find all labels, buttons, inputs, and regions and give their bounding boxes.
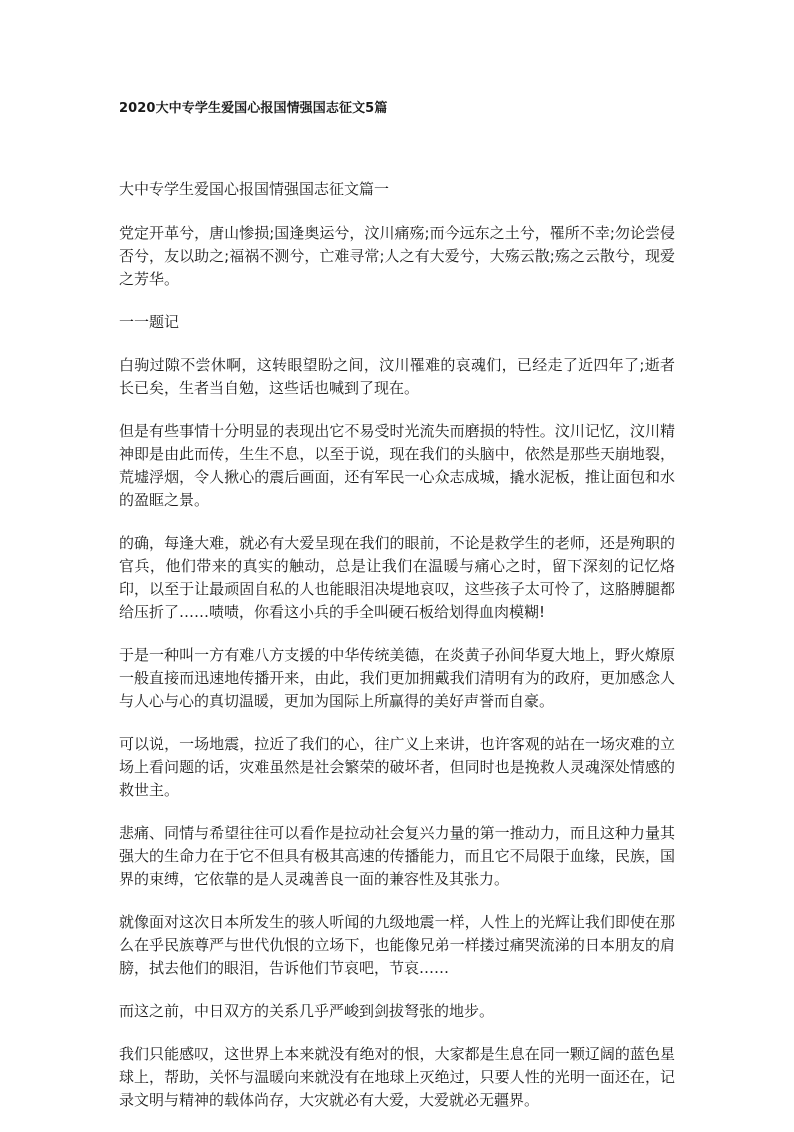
paragraph-2: 但是有些事情十分明显的表现出它不易受时光流失而磨损的特性。汶川记忆，汶川精神即是由此而传，生生不息，以至于说，现在我们的头脑中，依然是那些天崩地裂，荒墟浮烟，令人揪心的震后画面，还有军民一心众志成城，撬水泥板，推让面包和水的盈眶之景。	[119, 422, 675, 509]
paragraph-7: 就像面对这次日本所发生的骇人听闻的九级地震一样，人性上的光辉让我们即使在那么在乎民族尊严与世代仇恨的立场下，也能像兄弟一样搂过痛哭流涕的日本朋友的肩膀，拭去他们的眼泪，告诉他们节哀吧，节哀……	[119, 913, 675, 977]
paragraph-4: 于是一种叫一方有难八方支援的中华传统美德，在炎黄子孙间华夏大地上，野火燎原一般直接而迅速地传播开来，由此，我们更加拥戴我们清明有为的政府，更加感念人与人心与心的真切温暖，更加为国际上所赢得的美好声誉而自豪。	[119, 646, 675, 710]
paragraph-5: 可以说，一场地震，拉近了我们的心，往广义上来讲，也许客观的站在一场灾难的立场上看问题的话，灾难虽然是社会繁荣的破坏者，但同时也是挽救人灵魂深处情感的救世主。	[119, 735, 675, 799]
paragraph-9: 我们只能感叹，这世界上本来就没有绝对的恨，大家都是生息在同一颗辽阔的蓝色星球上，帮助，关怀与温暖向来就没有在地球上灭绝过，只要人性的光明一面还在，记录文明与精神的载体尚存，大灾就必有大爱，大爱就必无疆界。	[119, 1045, 675, 1109]
paragraph-6: 悲痛、同情与希望往往可以看作是拉动社会复兴力量的第一推动力，而且这种力量其强大的生命力在于它不但具有极其高速的传播能力，而且它不局限于血缘，民族，国界的束缚，它依靠的是人灵魂善良一面的兼容性及其张力。	[119, 824, 675, 888]
paragraph-8: 而这之前，中日双方的关系几乎严峻到剑拔弩张的地步。	[119, 1002, 495, 1020]
paragraph-inscription: 一一题记	[119, 313, 180, 331]
document-body	[119, 222, 675, 1132]
paragraph-1: 白驹过隙不尝休啊，这转眼望盼之间，汶川罹难的哀魂们，已经走了近四年了;逝者长已矣，生者当自勉，这些话也喊到了现在。	[119, 356, 675, 397]
document-title: 2020大中专学生爱国心报国情强国志征文5篇	[119, 101, 388, 116]
paragraph-preface-poem: 党定开革兮，唐山惨损;国逢奥运兮，汶川痛殇;而今远东之土兮，罹所不幸;勿论尝侵否兮，友以助之;福祸不测兮，亡难寻常;人之有大爱兮，大殇云散;殇之云散兮，现爱之芳华。	[119, 224, 675, 288]
section-heading: 大中专学生爱国心报国情强国志征文篇一	[119, 180, 390, 198]
paragraph-3: 的确，每逢大难，就必有大爱呈现在我们的眼前，不论是救学生的老师，还是殉职的官兵，他们带来的真实的触动，总是让我们在温暖与痛心之时，留下深刻的记忆烙印，以至于让最顽固自私的人也能眼泪决堤地哀叹，这些孩子太可怜了，这胳膊腿都给压折了……啧啧，你看这小兵的手全叫硬石板给划得血肉模糊!	[119, 534, 675, 621]
